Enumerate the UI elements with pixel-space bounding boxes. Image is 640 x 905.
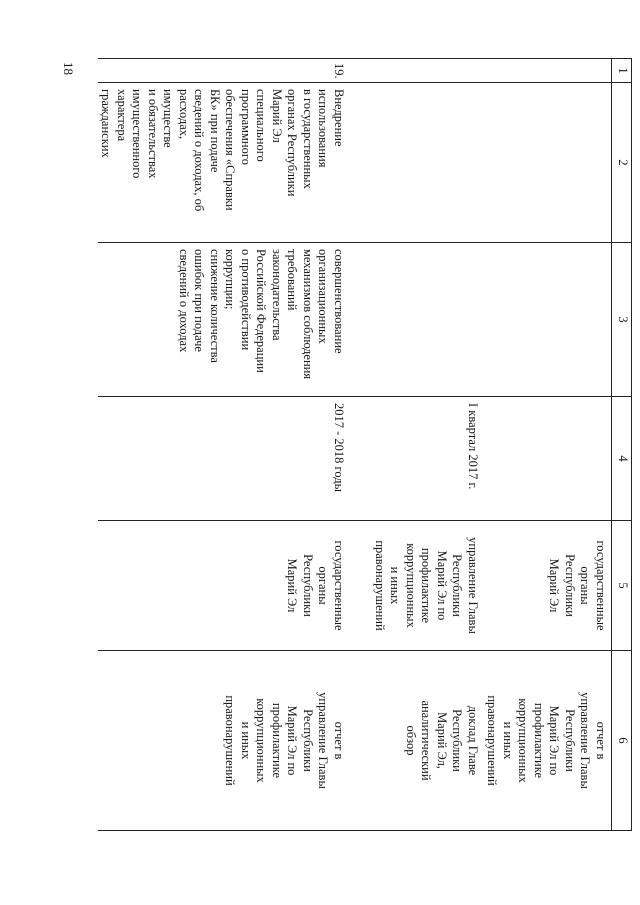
executors-cell: управление Главы Республики Марий Эл по профилактике коррупционных и иных правонарушений bbox=[346, 521, 484, 651]
header-col-3: 3 bbox=[612, 243, 632, 397]
row-number bbox=[484, 59, 612, 83]
table-row bbox=[98, 59, 346, 831]
term-cell bbox=[484, 397, 612, 521]
header-col-4: 4 bbox=[612, 397, 632, 521]
measures-table bbox=[98, 58, 632, 831]
table-row bbox=[346, 59, 484, 831]
rotated-page-content bbox=[99, 58, 632, 830]
result-cell: отчет в управление Главы Республики Марий Эл по профилактике коррупционных и иных правонарушений bbox=[98, 651, 346, 831]
term-cell: 2017 - 2018 годы bbox=[98, 397, 346, 521]
measure-cell: Внедрение использования в государственных органах Республики Марий Эл специального программного обеспечения «Справки БК» при подаче сведений о доходах, об расходах, имуществе и обязательствах имущественного характера гражданских bbox=[98, 83, 346, 243]
executors-cell: государственные органы Республики Марий Эл bbox=[98, 521, 346, 651]
measure-cell bbox=[484, 83, 612, 243]
result-cell: доклад Главе Республики Марий Эл, аналитический обзор bbox=[346, 651, 484, 831]
table-header-row bbox=[612, 59, 632, 831]
table-row bbox=[484, 59, 612, 831]
header-col-1: 1 bbox=[612, 59, 632, 83]
executors-cell: государственные органы Республики Марий Эл bbox=[484, 521, 612, 651]
header-col-2: 2 bbox=[612, 83, 632, 243]
term-cell: I квартал 2017 г. bbox=[346, 397, 484, 521]
header-col-6: 6 bbox=[612, 651, 632, 831]
objective-cell bbox=[346, 243, 484, 397]
objective-cell bbox=[484, 243, 612, 397]
row-number: 19. bbox=[98, 59, 346, 83]
measure-cell bbox=[346, 83, 484, 243]
result-cell: отчет в управление Главы Республики Марий Эл по профилактике коррупционных и иных правонарушений bbox=[484, 651, 612, 831]
objective-cell: совершенствование организационных механизмов соблюдения требований законодательства Российской Федерации о противодействии коррупции; снижение количества ошибок при подаче сведений о доходах bbox=[98, 243, 346, 397]
row-number bbox=[346, 59, 484, 83]
header-col-5: 5 bbox=[612, 521, 632, 651]
page-number: 18 bbox=[61, 62, 76, 75]
